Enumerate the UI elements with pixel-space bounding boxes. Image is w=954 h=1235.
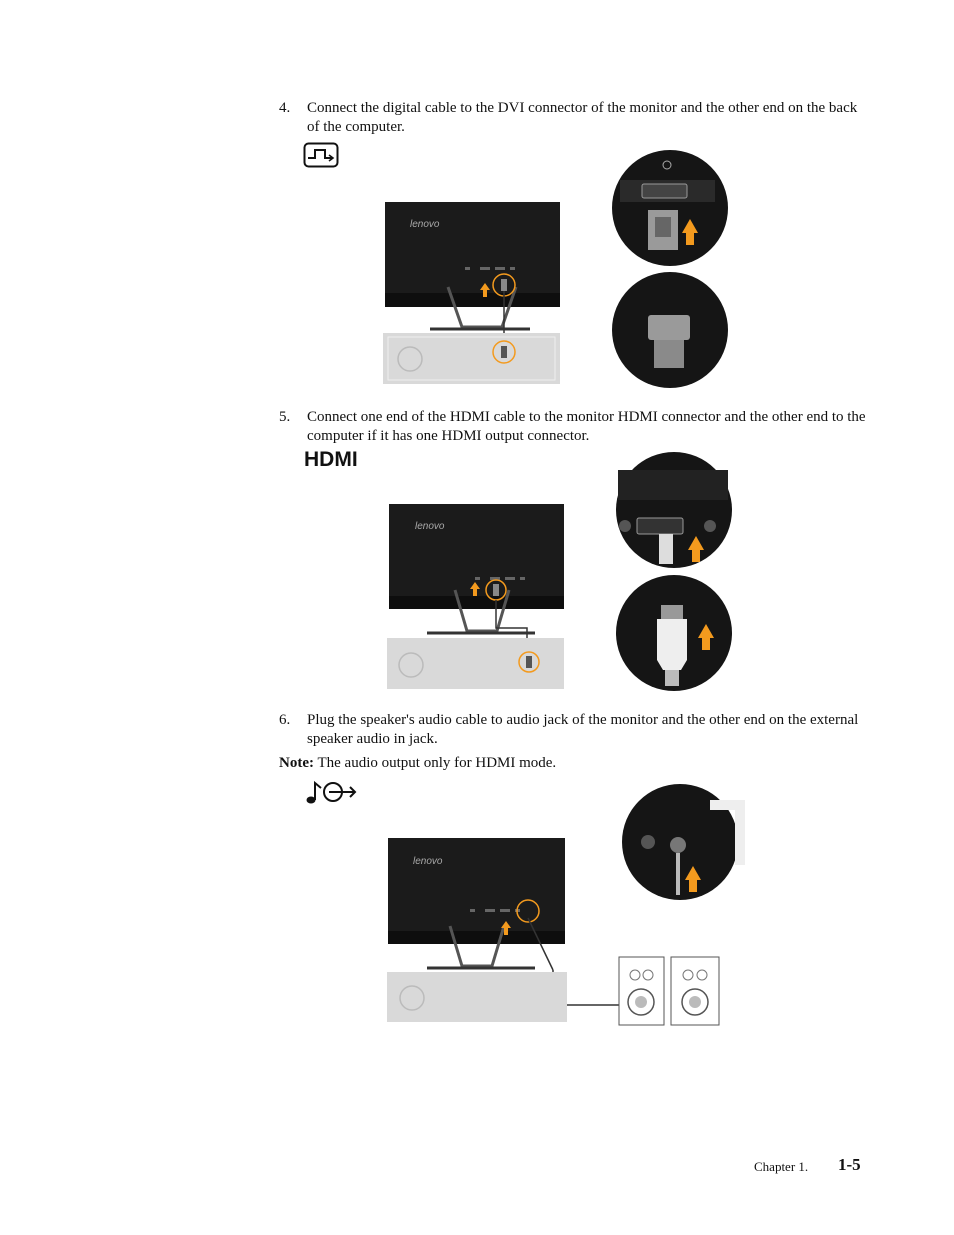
monitor-back bbox=[388, 838, 565, 944]
zoom-detail-monitor bbox=[616, 452, 732, 568]
step-5 bbox=[279, 408, 869, 446]
step-6 bbox=[279, 711, 869, 749]
monitor-back bbox=[385, 202, 560, 307]
note bbox=[279, 754, 556, 773]
note-text: The audio output only for HDMI mode. bbox=[317, 755, 557, 771]
step-number: 4. bbox=[279, 100, 291, 116]
computer-case bbox=[383, 333, 560, 384]
step-number: 5. bbox=[279, 409, 291, 425]
footer-chapter: Chapter 1. bbox=[754, 1159, 809, 1174]
computer-case bbox=[387, 972, 567, 1022]
lenovo-logo: lenovo bbox=[413, 856, 443, 867]
step-text: Connect one end of the HDMI cable to the monitor HDMI connector and the other end to the computer if it has one HDMI output connector. bbox=[307, 409, 866, 444]
computer-case bbox=[387, 638, 564, 689]
speaker-right bbox=[671, 957, 719, 1025]
lenovo-logo: lenovo bbox=[415, 521, 445, 532]
dvi-connector-icon bbox=[303, 142, 339, 168]
hdmi-connection-figure bbox=[385, 450, 740, 695]
dvi-connection-figure bbox=[380, 145, 740, 390]
lenovo-logo: lenovo bbox=[410, 219, 440, 230]
audio-connection-figure bbox=[385, 780, 745, 1030]
step-number: 6. bbox=[279, 712, 291, 728]
page-number: 1-5 bbox=[838, 1155, 861, 1174]
step-text: Connect the digital cable to the DVI connector of the monitor and the other end on the back of the computer. bbox=[307, 100, 858, 135]
note-label: Note: bbox=[279, 755, 314, 771]
step-text: Plug the speaker's audio cable to audio jack of the monitor and the other end on the external speaker audio in jack. bbox=[307, 712, 859, 747]
speaker-left bbox=[619, 957, 664, 1025]
step-4 bbox=[279, 99, 869, 137]
audio-out-icon bbox=[305, 780, 359, 806]
hdmi-icon: HDMI bbox=[304, 448, 358, 471]
